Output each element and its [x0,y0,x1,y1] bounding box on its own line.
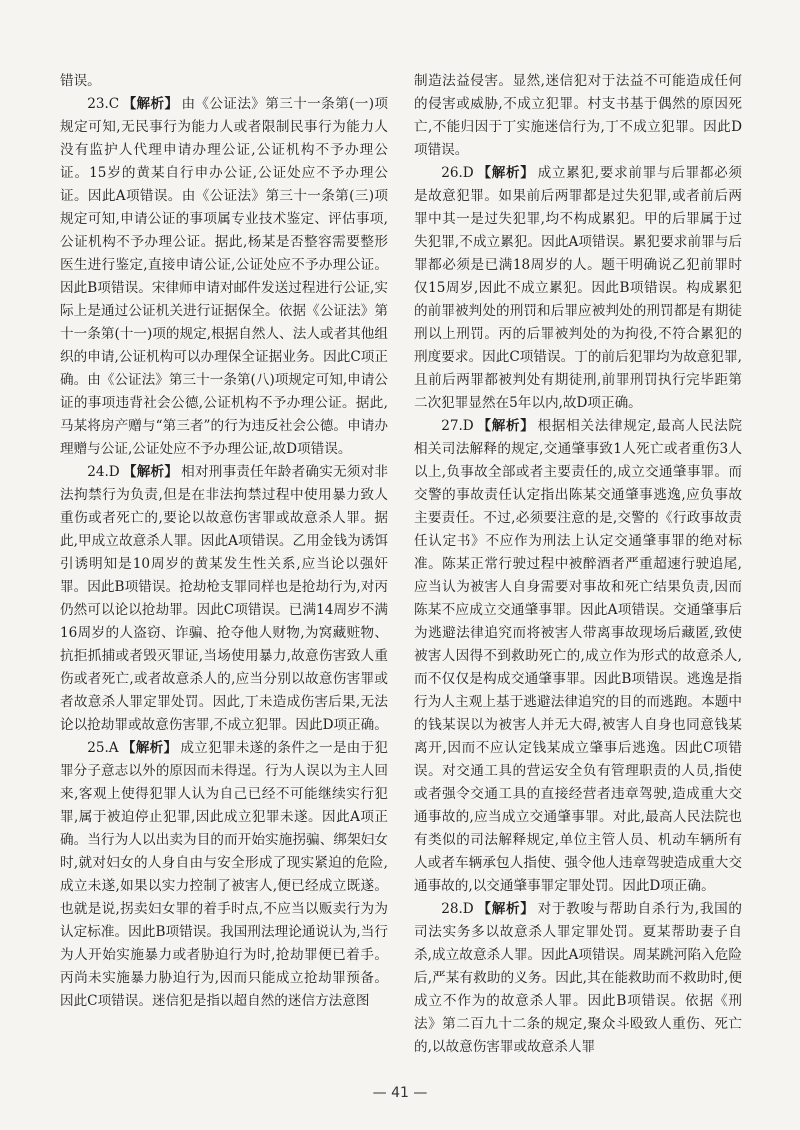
answer-text: 成立犯罪未遂的条件之一是由于犯罪分子意志以外的原因而未得逞。行为人误以为主人回来,客观上使得犯罪人认为自己已经不可能继续实行犯罪,属于被迫停止犯罪,因此成立犯罪未遂。因此A项正确。当行为人以出卖为目的而开始实施拐骗、绑架妇女时,就对妇女的人身自由与安全形成了现实紧迫的危险,成立未遂,如果以实力控制了被害人,便已经成立既遂。也就是说,拐卖妇女罪的着手时点,不应当以贩卖行为为认定标准。因此B项错误。我国刑法理论通说认为,当行为人开始实施暴力或者胁迫行为时,抢劫罪便已着手。丙尚未实施暴力胁迫行为,因而只能成立抢劫罪预备。因此C项错误。迷信犯是指以超自然的迷信方法意图 [60,740,389,1009]
answer-text: 对于教唆与帮助自杀行为,我国的司法实务多以故意杀人罪定罪处罚。夏某帮助妻子自杀,成立故意杀人罪。因此A项错误。周某跳河陷入危险后,严某有救助的义务。因此,其在能救助而不救助时,便成立不作为的故意杀人罪。因此B项错误。依据《刑法》第二百九十二条的规定,聚众斗殴致人重伤、死亡的,以故意伤害罪或故意杀人罪 [414,901,743,1055]
answer-number: 24.D [87,464,120,480]
answer-text: 成立累犯,要求前罪与后罪都必须是故意犯罪。如果前后两罪都是过失犯罪,或者前后两罪中其一是过失犯罪,均不构成累犯。甲的后罪属于过失犯罪,不成立累犯。因此A项错误。累犯要求前罪与后罪都必须是已满18周岁的人。题干明确说乙犯前罪时仅15周岁,因此不成立累犯。因此B项错误。构成累犯的前罪被判处的刑罚和后罪应被判处的刑罚都是有期徒刑以上刑罚。丙的后罪被判处的为拘役,不符合累犯的刑度要求。因此C项错误。丁的前后犯罪均为故意犯罪,且前后两罪都被判处有期徒刑,前罪刑罚执行完毕距第二次犯罪显然在5年以内,故D项正确。 [414,165,743,411]
answer-number: 26.D [441,165,474,181]
answer-25 [60,737,388,1013]
answer-26 [414,162,742,415]
answer-27 [414,415,742,898]
answer-23 [60,93,388,461]
left-column [60,70,388,1013]
paragraph-lead: 错误。 [60,73,101,89]
answer-28 [414,898,742,1059]
analysis-tag: 【解析】 [476,901,535,917]
paragraph-continued: 制造法益侵害。显然,迷信犯对于法益不可能造成任何的侵害或威胁,不成立犯罪。村支书基于偶然的原因死亡,不能归因于丁实施迷信行为,丁不成立犯罪。因此D项错误。 [414,73,742,158]
answer-number: 28.D [441,901,474,917]
analysis-tag: 【解析】 [121,740,178,756]
answer-number: 23.C [87,96,120,112]
page-number: — 41 — [372,1085,428,1101]
answer-number: 27.D [441,418,474,434]
answer-24 [60,461,388,737]
right-column [414,70,742,1059]
answer-text: 根据相关法律规定,最高人民法院相关司法解释的规定,交通肇事致1人死亡或者重伤3人以上,负事故全部或者主要责任的,成立交通肇事罪。而交警的事故责任认定指出陈某交通肇事逃逸,应负事故主要责任。不过,必须要注意的是,交警的《行政事故责任认定书》不应作为刑法上认定交通肇事罪的绝对标准。陈某正常行驶过程中被醉酒者严重超速行驶追尾,应当认为被害人自身需要对事故和死亡结果负责,因而陈某不应成立交通肇事罪。因此A项错误。交通肇事后为逃避法律追究而将被害人带离事故现场后藏匿,致使被害人因得不到救助死亡的,成立作为形式的故意杀人,而不仅仅是构成交通肇事罪。因此B项错误。逃逸是指行为人主观上基于逃避法律追究的目的而逃跑。本题中的钱某误以为被害人并无大碍,被害人自身也同意钱某离开,因而不应认定钱某成立肇事后逃逸。因此C项错误。对交通工具的营运安全负有管理职责的人员,指使或者强令交通工具的直接经营者违章驾驶,造成重大交通事故的,应当成立交通肇事罪。对此,最高人民法院也有类似的司法解释规定,单位主管人员、机动车辆所有人或者车辆承包人指使、强令他人违章驾驶造成重大交通事故的,以交通肇事罪定罪处罚。因此D项正确。 [414,418,743,894]
analysis-tag: 【解析】 [476,165,535,181]
answer-text: 相对刑事责任年龄者确实无须对非法拘禁行为负责,但是在非法拘禁过程中使用暴力致人重伤或者死亡的,要论以故意伤害罪或故意杀人罪。据此,甲成立故意杀人罪。因此A项错误。乙用金钱为诱饵引诱明知是10周岁的黄某发生性关系,应当论以强奸罪。因此B项错误。抢劫枪支罪同样也是抢劫行为,对丙仍然可以论以抢劫罪。因此C项错误。已满14周岁不满16周岁的人盗窃、诈骗、抢夺他人财物,为窝藏赃物、抗拒抓捕或者毁灭罪证,当场使用暴力,故意伤害致人重伤或者死亡,或者故意杀人的,应当分别以故意伤害罪或者故意杀人罪定罪处罚。因此,丁未造成伤害后果,无法论以抢劫罪或故意伤害罪,不成立犯罪。因此D项正确。 [60,464,389,733]
answer-number: 25.A [87,740,119,756]
analysis-tag: 【解析】 [122,464,179,480]
analysis-tag: 【解析】 [476,418,535,434]
analysis-tag: 【解析】 [122,96,179,112]
answer-text: 由《公证法》第三十一条第(一)项规定可知,无民事行为能力人或者限制民事行为能力人没有监护人代理申请办理公证,公证机构不予办理公证。15岁的黄某自行申办公证,公证处应不予办理公证。因此A项错误。由《公证法》第三十一条第(三)项规定可知,申请公证的事项属专业技术鉴定、评估事项,公证机构不予办理公证。据此,杨某是否整容需要整形医生进行鉴定,直接申请公证,公证处应不予办理公证。因此B项错误。宋律师申请对邮件发送过程进行公证,实际上是通过公证机关进行证据保全。依据《公证法》第十一条第(十一)项的规定,根据自然人、法人或者其他组织的申请,公证机构可以办理保全证据业务。因此C项正确。由《公证法》第三十一条第(八)项规定可知,申请公证的事项违背社会公德,公证机构不予办理公证。据此,马某将房产赠与“第三者”的行为违反社会公德。申请办理赠与公证,公证处应不予办理公证,故D项错误。 [60,96,389,457]
